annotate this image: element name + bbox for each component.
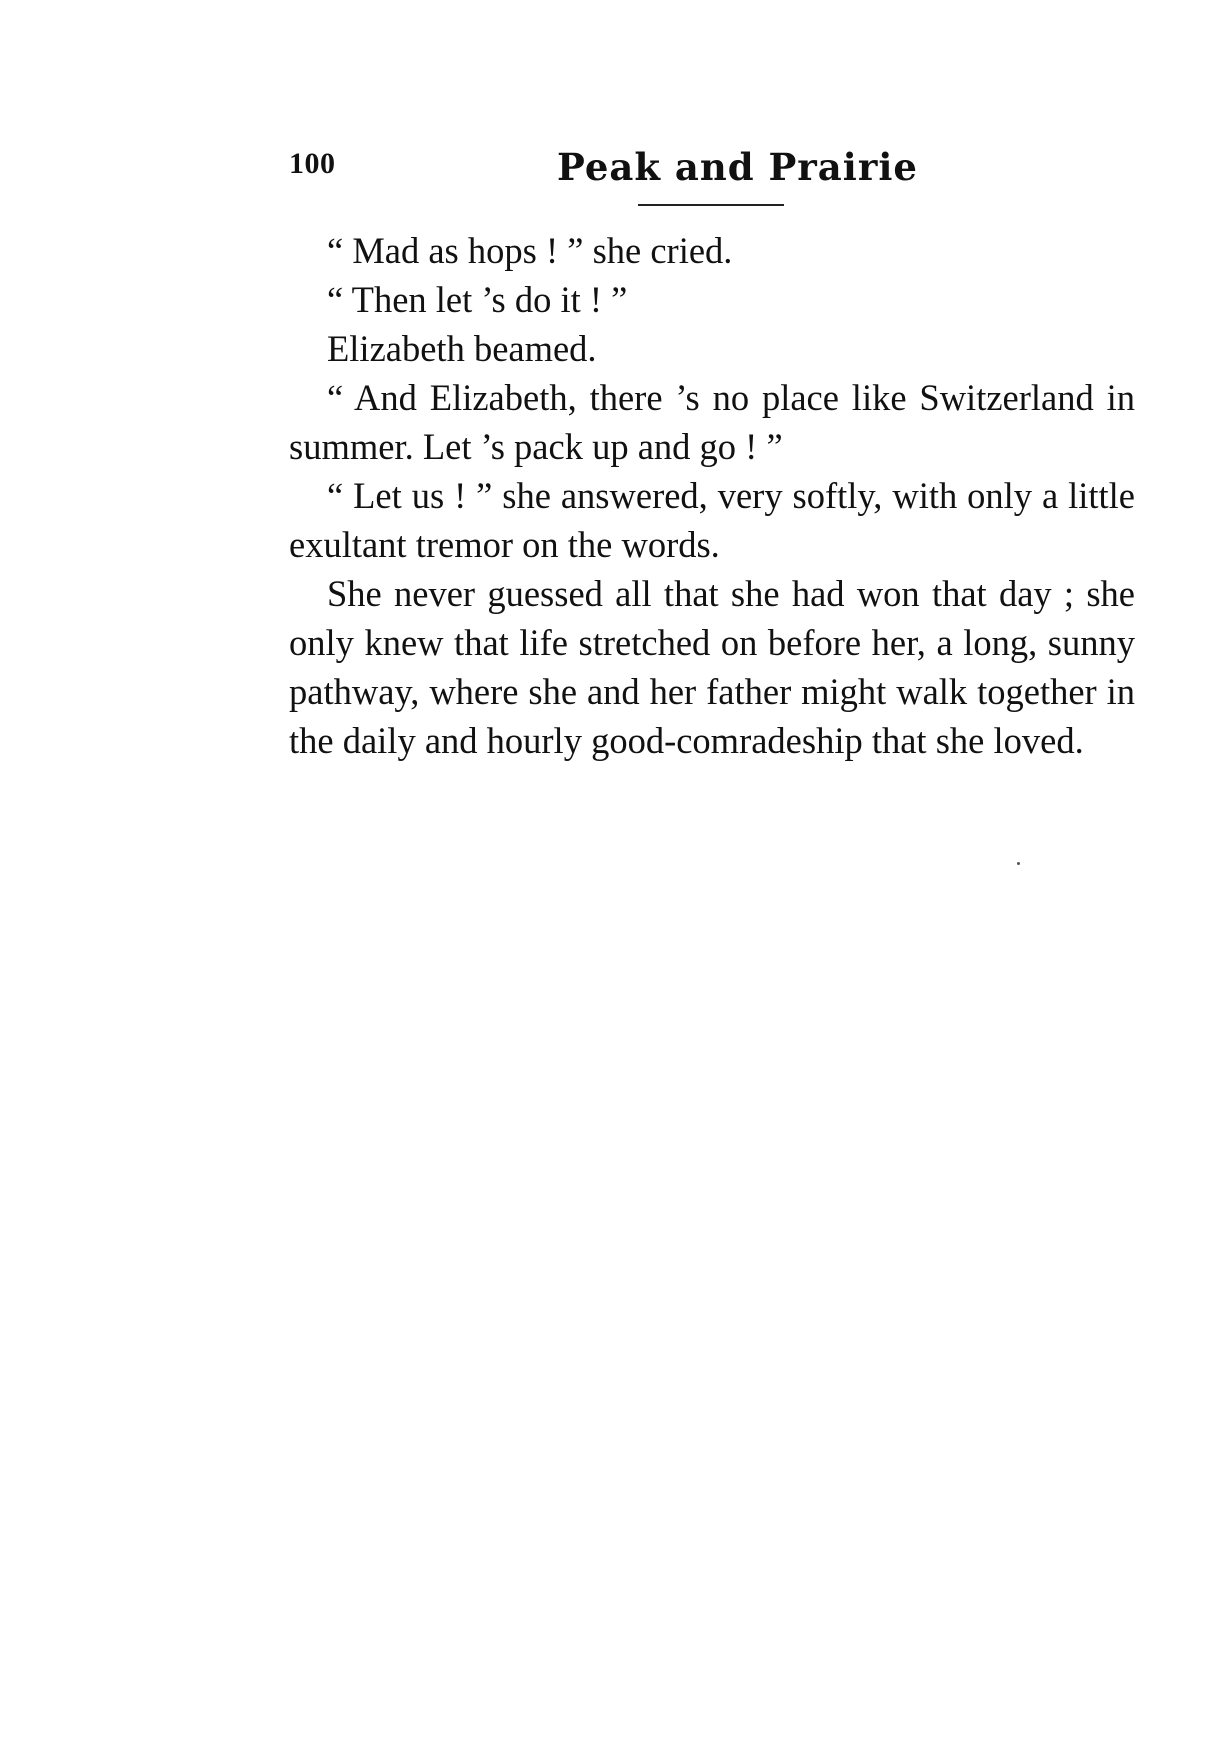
paragraph-6: She never guessed all that she had won that day ; she only knew that life stretched on before her, a long, sunny pathway, where she and her father might walk together in the daily and hourly good-comradeship that she loved. (289, 573, 1135, 761)
body-text (289, 226, 1135, 765)
paragraph-1: “ Mad as hops ! ” she cried. (327, 230, 733, 271)
running-title: Peak and Prairie (557, 145, 918, 189)
paragraph-4: “ And Elizabeth, there ’s no place like Switzerland in summer. Let ’s pack up and go ! ” (289, 377, 1135, 467)
page-number: 100 (289, 147, 336, 180)
paragraph-3: Elizabeth beamed. (327, 328, 597, 369)
paragraph-5: “ Let us ! ” she answered, very softly, with only a little exultant tremor on the words. (289, 475, 1135, 565)
header-rule (638, 204, 784, 206)
running-head (289, 145, 1135, 195)
print-speck (1017, 862, 1020, 865)
paragraph-2: “ Then let ’s do it ! ” (327, 279, 628, 320)
